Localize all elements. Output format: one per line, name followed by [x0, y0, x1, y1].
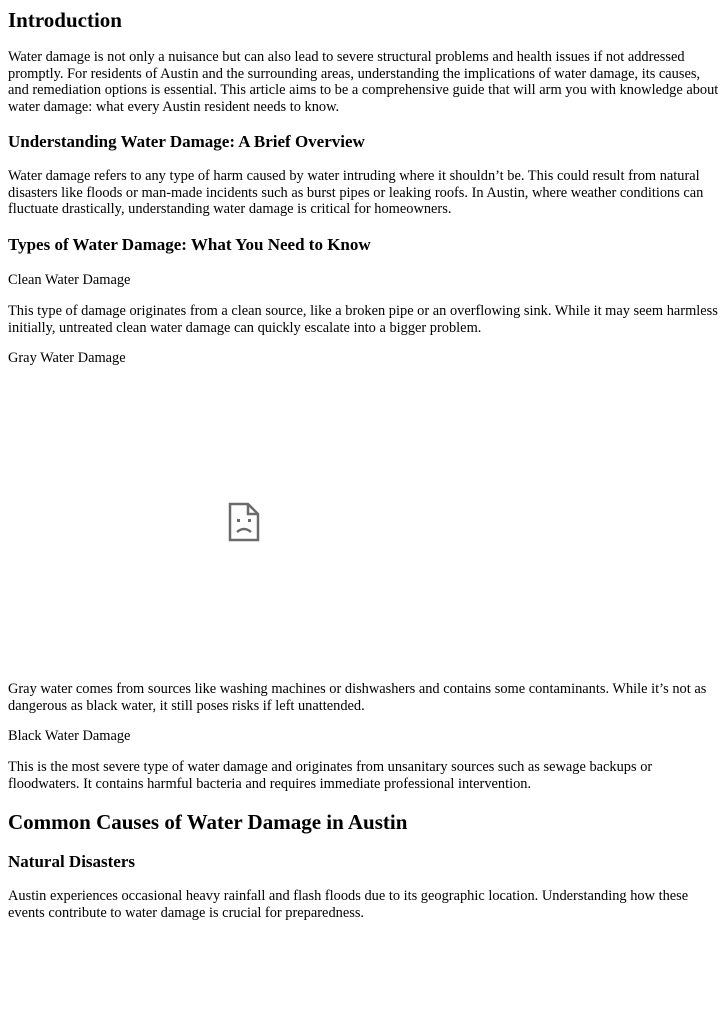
intro-heading: Introduction [8, 8, 122, 32]
broken-image-icon [228, 502, 260, 542]
black-water-label: Black Water Damage [8, 728, 131, 744]
natural-disasters-heading: Natural Disasters [8, 852, 136, 871]
overview-heading: Understanding Water Damage: A Brief Overview [8, 132, 365, 151]
causes-heading: Common Causes of Water Damage in Austin [8, 810, 408, 834]
intro-paragraph: Water damage is not only a nuisance but can also lead to severe structural problems and health issues if not addressed promptly. For residents of Austin and the surrounding areas, understanding the implications of water damage, its causes, and remediation options is essential. This article aims to be a comprehensive guide that will arm you with knowledge about water damage: what every Austin resident needs to know. [8, 49, 719, 115]
gray-water-paragraph: Gray water comes from sources like washing machines or dishwashers and contains some contaminants. While it’s not as dangerous as black water, it still poses risks if left unattended. [8, 681, 707, 714]
clean-water-paragraph: This type of damage originates from a clean source, like a broken pipe or an overflowing sink. While it may seem harmless initially, untreated clean water damage can quickly escalate into a bigger problem. [8, 303, 718, 336]
natural-disasters-paragraph: Austin experiences occasional heavy rainfall and flash floods due to its geographic location. Understanding how these events contribute to water damage is crucial for preparedness. [8, 888, 689, 921]
types-heading: Types of Water Damage: What You Need to Know [8, 235, 371, 254]
clean-water-label: Clean Water Damage [8, 272, 131, 288]
black-water-paragraph: This is the most severe type of water damage and originates from unsanitary sources such as sewage backups or floodwaters. It contains harmful bacteria and requires immediate professional intervention. [8, 759, 653, 792]
overview-paragraph: Water damage refers to any type of harm caused by water intruding where it shouldn’t be. This could result from natural disasters like floods or man-made incidents such as burst pipes or leaking roofs. In Austin, where weather conditions can fluctuate drastically, understanding water damage is critical for homeowners. [8, 168, 704, 218]
article-image [8, 372, 478, 672]
gray-water-label: Gray Water Damage [8, 350, 126, 366]
